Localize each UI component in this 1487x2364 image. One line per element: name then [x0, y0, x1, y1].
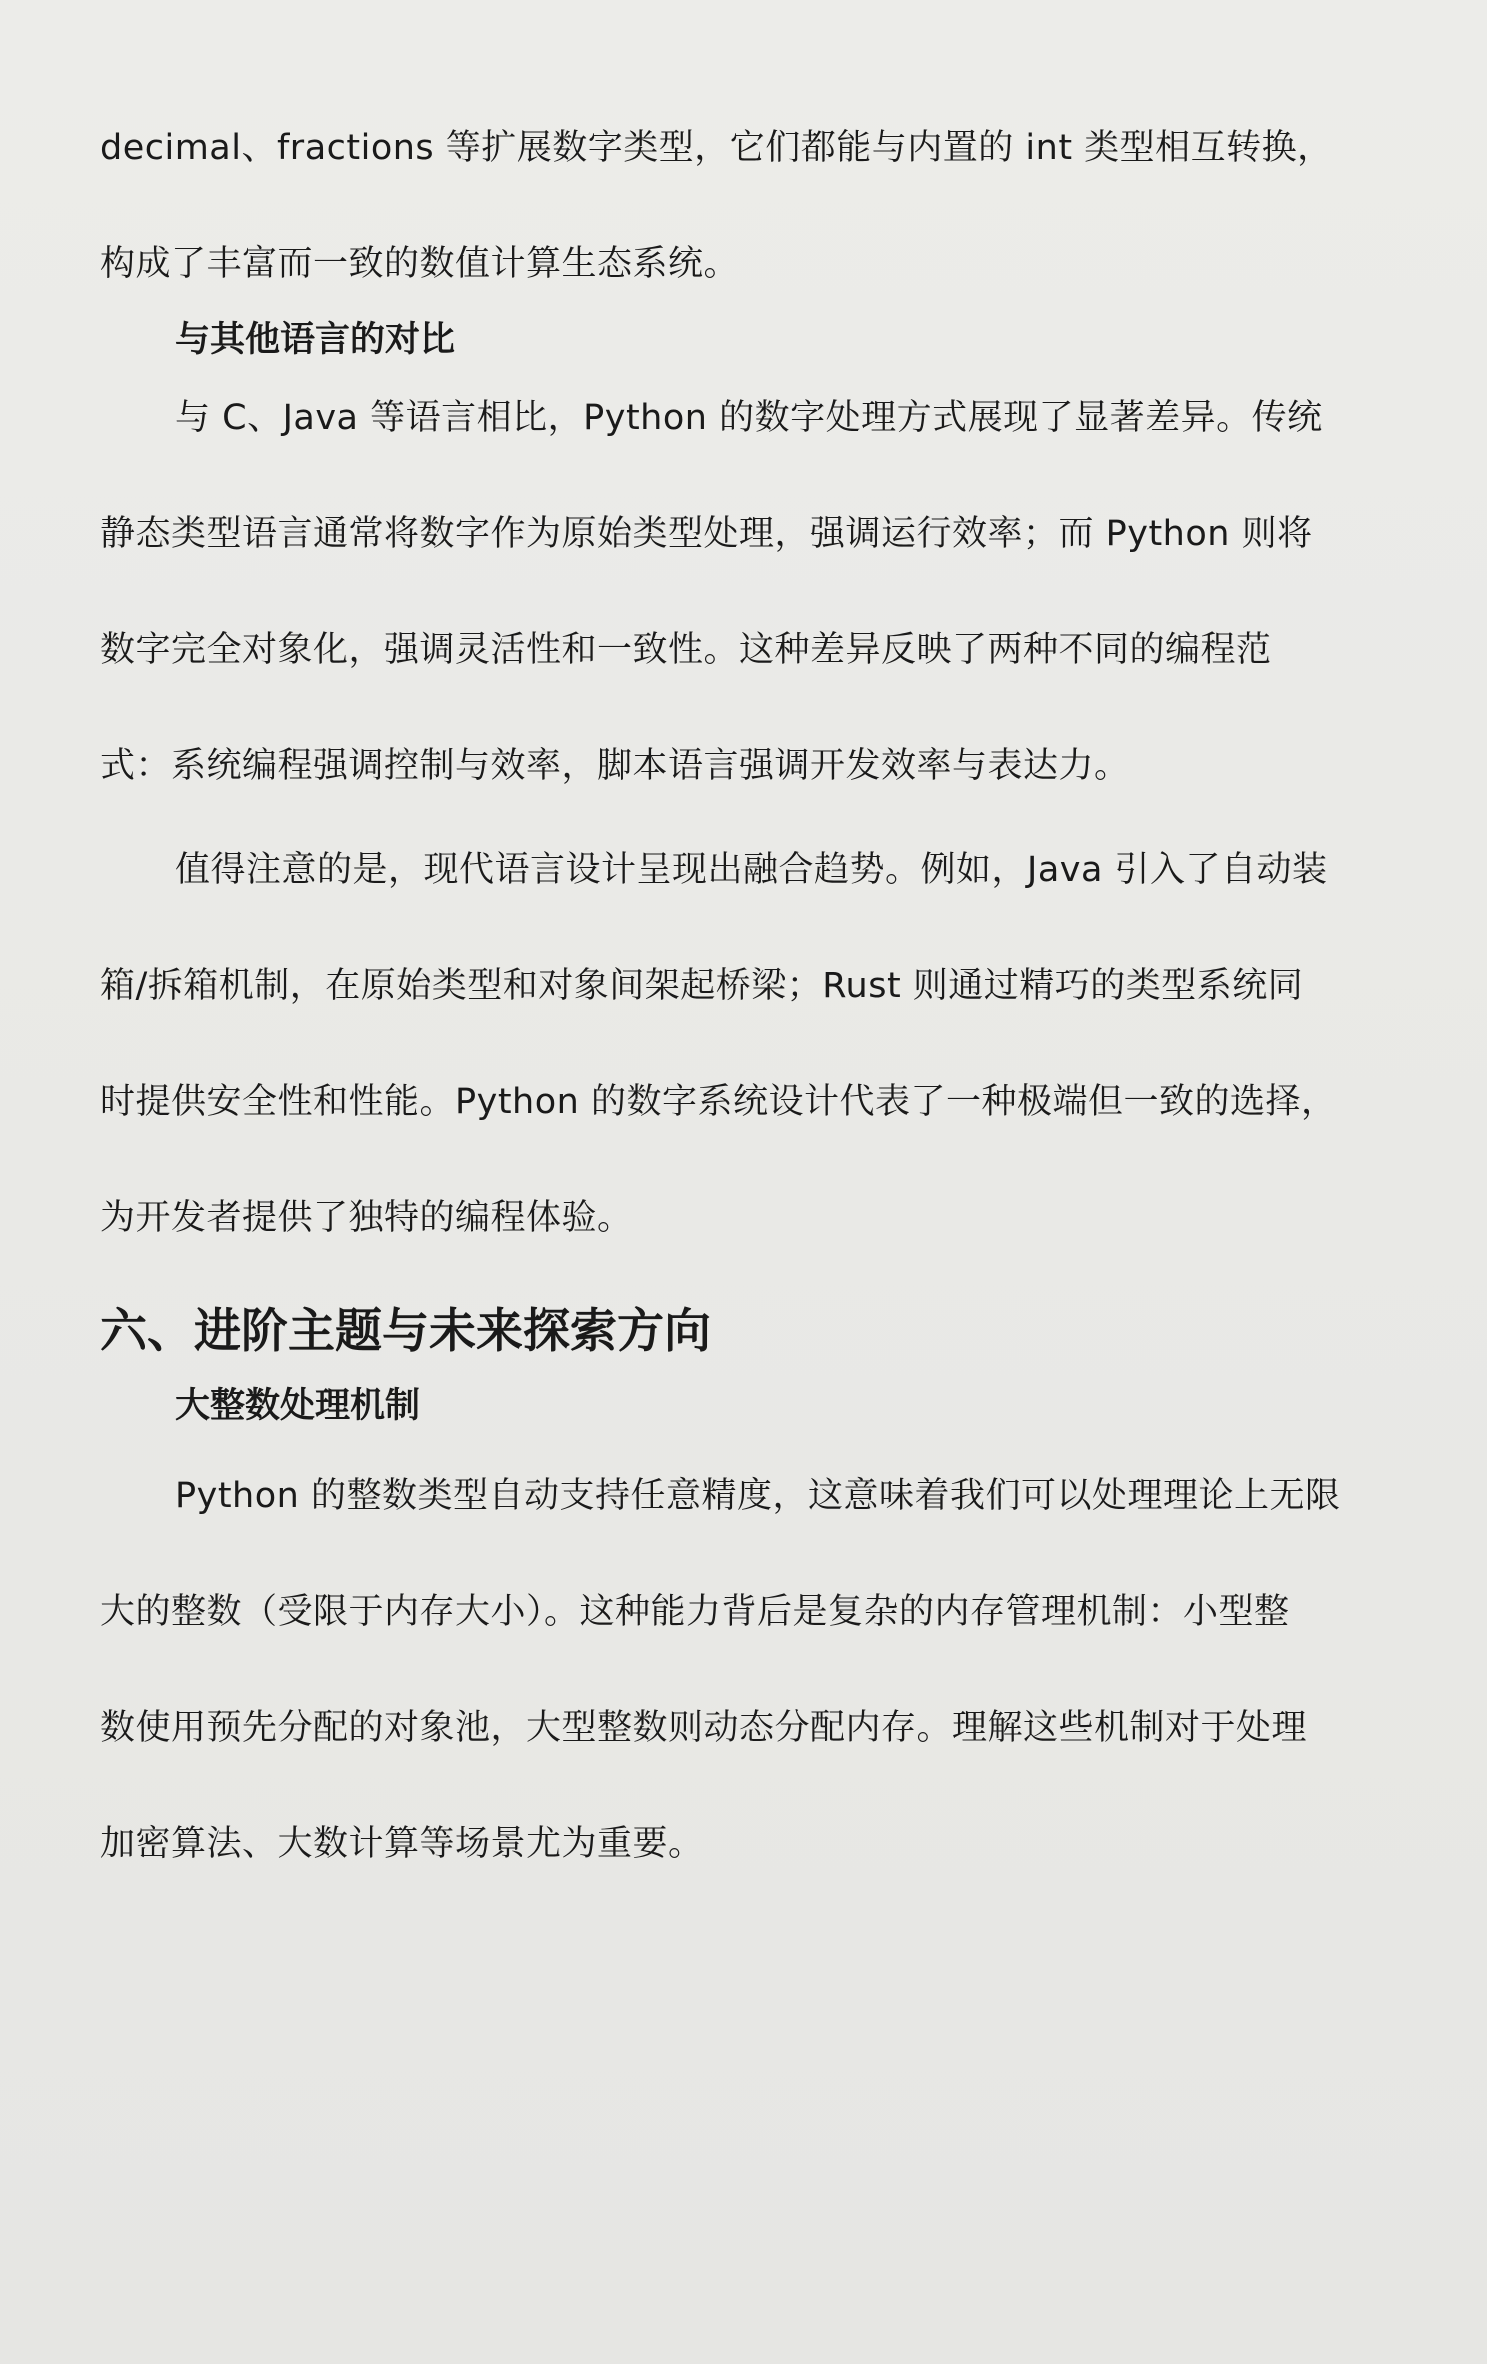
text-line: 式：系统编程强调控制与效率，脚本语言强调开发效率与表达力。 [100, 746, 1130, 786]
text-line: 值得注意的是，现代语言设计呈现出融合趋势。例如，Java 引入了自动装 [175, 850, 1328, 890]
bigint-paragraph [100, 1438, 1390, 1902]
text-line: 数字完全对象化，强调灵活性和一致性。这种差异反映了两种不同的编程范 [100, 630, 1272, 670]
bigint-subheading: 大整数处理机制 [175, 1386, 421, 1426]
text-line: decimal、fractions 等扩展数字类型，它们都能与内置的 int 类型相互转换， [100, 128, 1333, 168]
text-line: 时提供安全性和性能。Python 的数字系统设计代表了一种极端但一致的选择， [100, 1082, 1337, 1122]
intro-paragraph [100, 90, 1390, 322]
text-line: 为开发者提供了独特的编程体验。 [100, 1198, 633, 1238]
section-heading: 六、进阶主题与未来探索方向 [100, 1304, 711, 1359]
text-line: Python 的整数类型自动支持任意精度，这意味着我们可以处理理论上无限 [175, 1476, 1341, 1516]
comparison-paragraph-2 [100, 812, 1390, 1276]
text-line: 箱/拆箱机制，在原始类型和对象间架起桥梁；Rust 则通过精巧的类型系统同 [100, 966, 1304, 1006]
document-body [100, 130, 1390, 1902]
text-line: 大的整数（受限于内存大小）。这种能力背后是复杂的内存管理机制：小型整 [100, 1592, 1290, 1632]
text-line: 与 C、Java 等语言相比，Python 的数字处理方式展现了显著差异。传统 [175, 398, 1323, 438]
comparison-paragraph-1 [100, 360, 1390, 824]
text-line: 构成了丰富而一致的数值计算生态系统。 [100, 244, 740, 284]
text-line: 数使用预先分配的对象池，大型整数则动态分配内存。理解这些机制对于处理 [100, 1708, 1308, 1748]
text-line: 静态类型语言通常将数字作为原始类型处理，强调运行效率；而 Python 则将 [100, 514, 1313, 554]
text-line: 加密算法、大数计算等场景尤为重要。 [100, 1824, 704, 1864]
comparison-subheading: 与其他语言的对比 [175, 320, 456, 360]
